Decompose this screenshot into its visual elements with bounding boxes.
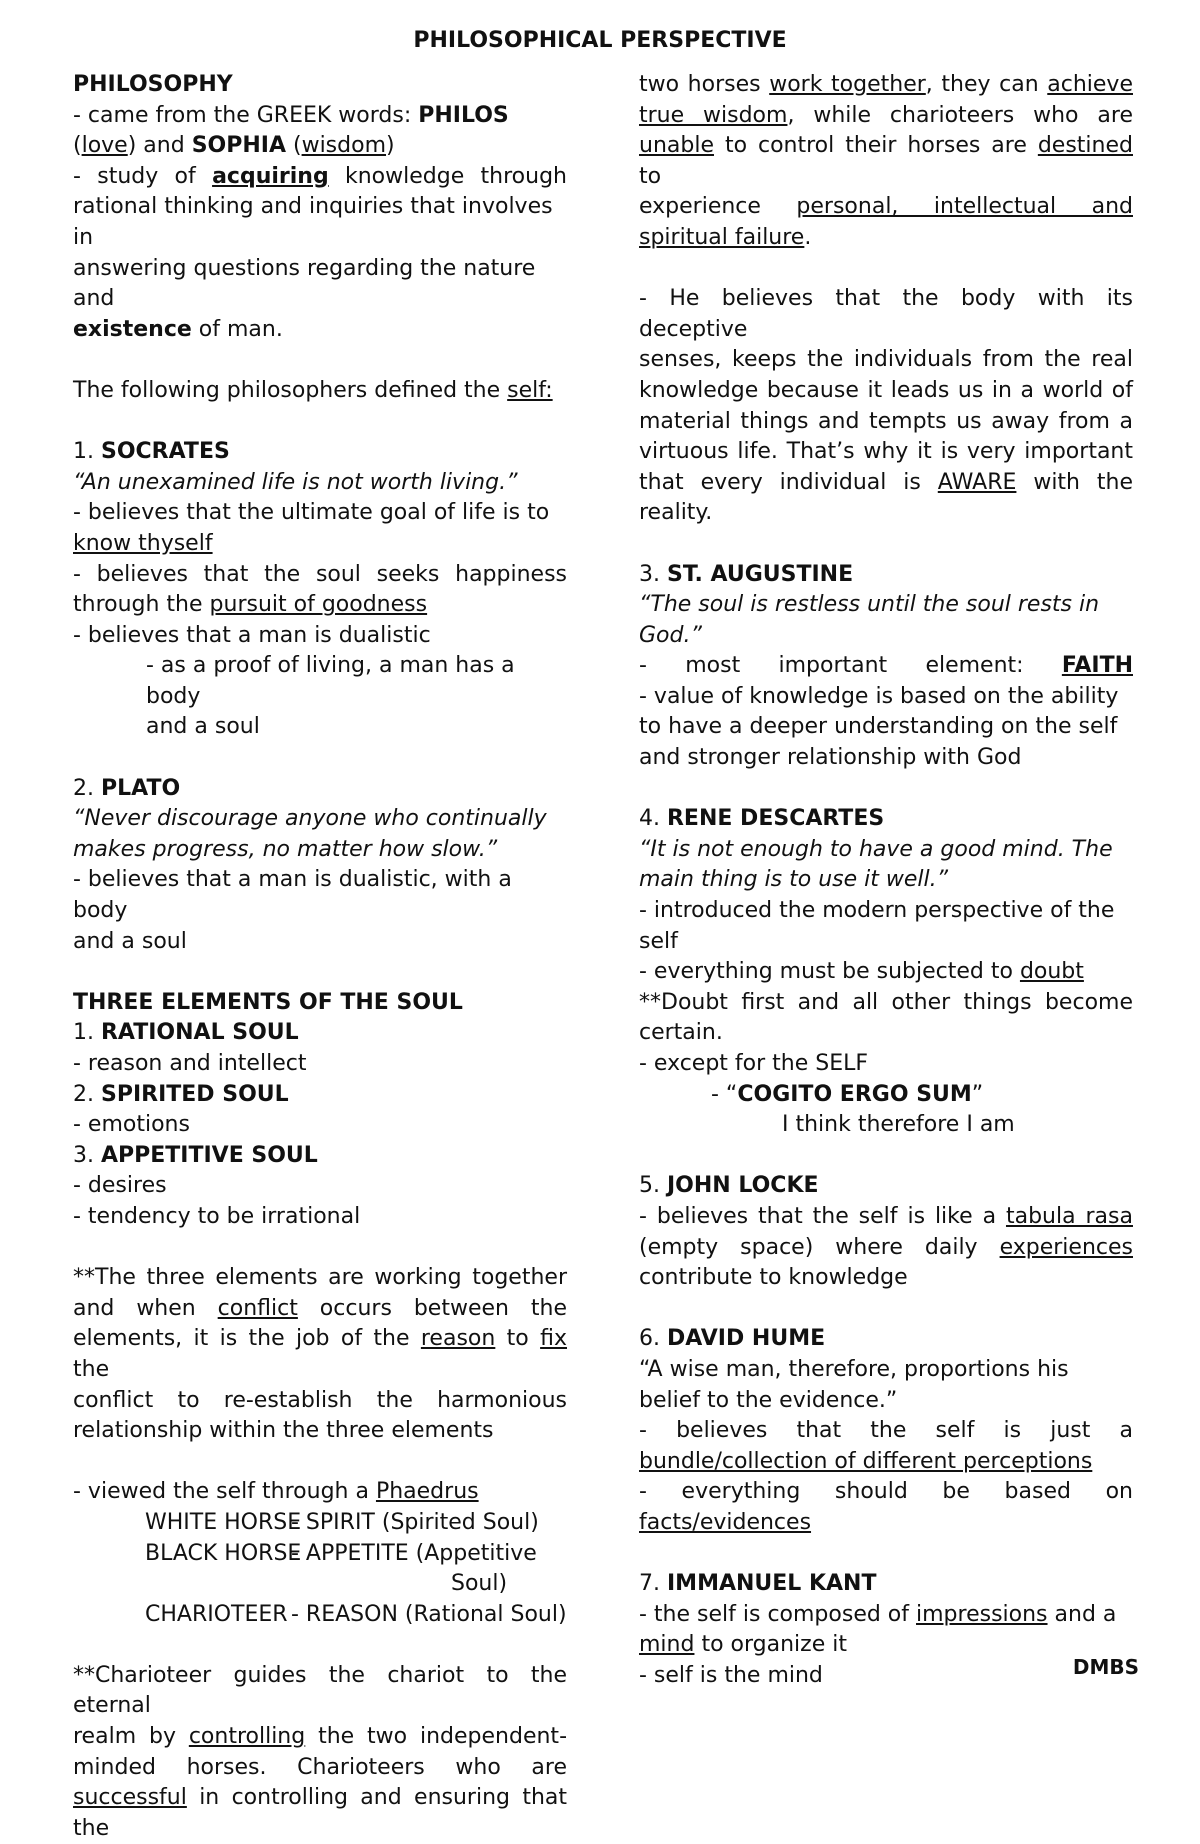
section-heading-three-elements: THREE ELEMENTS OF THE SOUL: [73, 989, 463, 1015]
horse-row-white: WHITE HORSE - SPIRIT (Spirited Soul): [145, 1509, 539, 1535]
text-line: know thyself: [73, 530, 213, 556]
text-line: minded horses. Charioteers who are: [73, 1754, 567, 1780]
left-column: [73, 70, 567, 1844]
text-line: **Doubt first and all other things become: [639, 989, 1133, 1015]
text-line: (love) and SOPHIA (wisdom): [73, 133, 395, 159]
quote: “An unexamined life is not worth living.”: [73, 469, 518, 495]
text-line: - everything must be subjected to doubt: [639, 959, 1084, 985]
text-line: elements, it is the job of the reason to fix the: [73, 1326, 567, 1382]
text-line: knowledge because it leads us in a world of: [639, 377, 1133, 403]
text-line: - introduced the modern perspective of the: [639, 898, 1115, 924]
footer-initials: DMBS: [1072, 1655, 1139, 1679]
text-line: experience personal, intellectual and: [639, 194, 1133, 220]
text-line: - came from the GREEK words: PHILOS: [73, 102, 509, 128]
text-line: rational thinking and inquiries that involves in: [73, 194, 553, 250]
text-line: The following philosophers defined the self:: [73, 377, 553, 403]
text-line: - emotions: [73, 1112, 190, 1138]
philosopher-heading-kant: 7. IMMANUEL KANT: [639, 1571, 877, 1597]
text-line: - “COGITO ERGO SUM”: [711, 1081, 984, 1107]
text-line: successful in controlling and ensuring that the: [73, 1785, 567, 1841]
text-line: unable to control their horses are destined to: [639, 133, 1133, 189]
text-line: - He believes that the body with its deceptive: [639, 286, 1133, 342]
text-line: realm by controlling the two independent-: [73, 1724, 568, 1750]
text-line: contribute to knowledge: [639, 1265, 908, 1291]
philosopher-heading-plato: 2. PLATO: [73, 775, 181, 801]
quote: “Never discourage anyone who continually: [73, 806, 547, 832]
text-line: - viewed the self through a Phaedrus: [73, 1479, 479, 1505]
text-line: and a soul: [73, 928, 187, 954]
text-line: bundle/collection of different perceptions: [639, 1448, 1093, 1474]
horse-row-black-cont: Soul): [451, 1571, 508, 1597]
text-line: certain.: [639, 1020, 723, 1046]
philosopher-heading-hume: 6. DAVID HUME: [639, 1326, 826, 1352]
philosopher-heading-locke: 5. JOHN LOCKE: [639, 1173, 819, 1199]
horse-row-charioteer: CHARIOTEER - REASON (Rational Soul): [145, 1601, 567, 1627]
text-line: that every individual is AWARE with the: [639, 469, 1133, 495]
text-line: - believes that a man is dualistic: [73, 622, 431, 648]
text-line: existence of man.: [73, 316, 283, 342]
text-line: senses, keeps the individuals from the real: [639, 347, 1133, 373]
quote: main thing is to use it well.”: [639, 867, 948, 893]
text-line: mind to organize it: [639, 1632, 847, 1658]
horse-row-black: BLACK HORSE - APPETITE (Appetitive: [145, 1540, 537, 1566]
text-line: and when conflict occurs between the: [73, 1295, 567, 1321]
text-line: answering questions regarding the nature and: [73, 255, 536, 312]
text-line: facts/evidences: [639, 1509, 812, 1535]
text-line: - value of knowledge is based on the ability: [639, 683, 1119, 709]
text-line: two horses work together, they can achieve: [639, 72, 1133, 97]
quote: belief to the evidence.”: [639, 1387, 898, 1413]
text-line: spiritual failure.: [639, 224, 812, 250]
text-line: - as a proof of living, a man has a body: [146, 653, 515, 709]
text-line: conflict to re-establish the harmonious: [73, 1387, 567, 1413]
text-line: - the self is composed of impressions and a: [639, 1601, 1117, 1627]
text-line: - believes that the self is like a tabula rasa: [639, 1203, 1133, 1229]
text-line: - most important element: FAITH: [639, 653, 1133, 679]
section-heading-philosophy: PHILOSOPHY: [73, 72, 233, 97]
text-line: virtuous life. That’s why it is very important: [639, 439, 1133, 465]
quote: God.”: [639, 622, 702, 648]
text-line: - study of acquiring knowledge through: [73, 163, 567, 189]
text-line: true wisdom, while charioteers who are: [639, 102, 1133, 128]
text-line: - believes that the ultimate goal of life is to: [73, 500, 550, 526]
text-line: material things and tempts us away from a: [639, 408, 1133, 434]
text-line: I think therefore I am: [782, 1112, 1015, 1138]
quote: “The soul is restless until the soul rests in: [639, 592, 1100, 618]
text-line: reality.: [639, 500, 713, 526]
right-column: [639, 70, 1133, 1691]
quote: makes progress, no matter how slow.”: [73, 836, 498, 862]
philosopher-heading-socrates: 1. SOCRATES: [73, 439, 230, 465]
text-line: **Charioteer guides the chariot to the eternal: [73, 1662, 567, 1719]
page-title: PHILOSOPHICAL PERSPECTIVE: [413, 28, 787, 53]
list-item: 3. APPETITIVE SOUL: [73, 1142, 318, 1168]
text-line: - tendency to be irrational: [73, 1203, 361, 1229]
quote: “A wise man, therefore, proportions his: [639, 1356, 1069, 1382]
text-line: - desires: [73, 1173, 167, 1199]
text-line: relationship within the three elements: [73, 1418, 494, 1444]
text-line: and stronger relationship with God: [639, 745, 1022, 771]
text-line: (empty space) where daily experiences: [639, 1234, 1133, 1260]
list-item: 1. RATIONAL SOUL: [73, 1020, 299, 1046]
text-line: **The three elements are working together: [73, 1265, 567, 1291]
text-line: self: [639, 928, 678, 954]
text-line: - believes that a man is dualistic, with a body: [73, 867, 512, 924]
philosopher-heading-descartes: 4. RENE DESCARTES: [639, 806, 885, 832]
philosopher-heading-augustine: 3. ST. AUGUSTINE: [639, 561, 854, 587]
quote: “It is not enough to have a good mind. The: [639, 836, 1113, 862]
text-line: and a soul: [146, 714, 260, 740]
text-line: - reason and intellect: [73, 1051, 307, 1076]
text-line: - self is the mind: [639, 1662, 823, 1688]
text-line: - everything should be based on: [639, 1479, 1133, 1505]
text-line: through the pursuit of goodness: [73, 592, 428, 618]
list-item: 2. SPIRITED SOUL: [73, 1081, 289, 1107]
text-line: to have a deeper understanding on the self: [639, 714, 1118, 740]
text-line: - believes that the self is just a: [639, 1418, 1133, 1444]
text-line: - believes that the soul seeks happiness: [73, 561, 567, 587]
text-line: - except for the SELF: [639, 1051, 869, 1076]
